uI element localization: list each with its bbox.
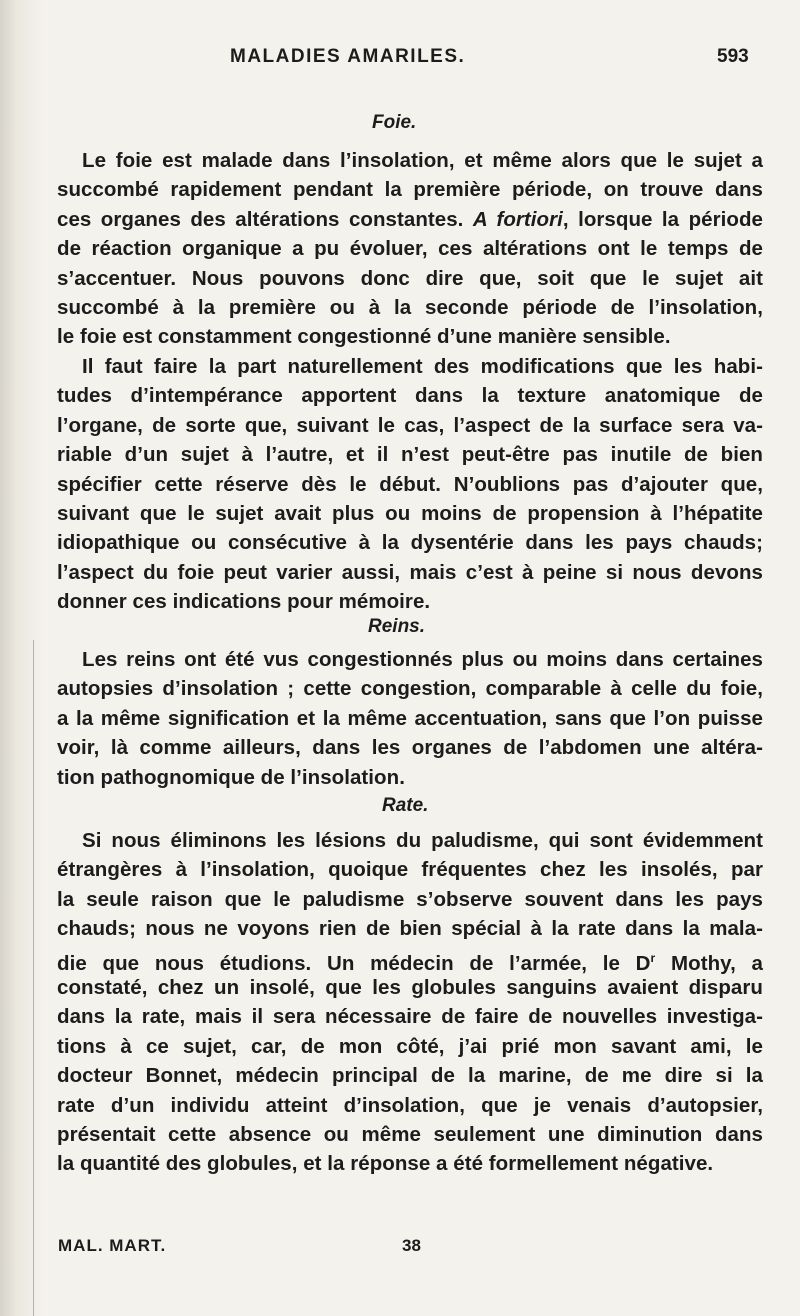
signature-mark: MAL. MART. — [58, 1236, 167, 1255]
text-line — [57, 205, 763, 234]
text-line: succombé à la première ou à la seconde période de l’insolation, — [57, 295, 763, 319]
text-segment: die que nous étudions. Un médecin de l’armée, le D — [57, 951, 651, 975]
text-line: suivant que le sujet avait plus ou moins de propension à l’hépatite — [57, 501, 763, 525]
text-line: riable d’un sujet à l’autre, et il n’est peut-être pas inutile de bien — [57, 443, 763, 467]
heading-reins: Reins. — [368, 616, 426, 637]
text-line: Si nous éliminons les lésions du paludisme, qui sont évidemment — [82, 829, 763, 852]
heading-rate: Rate. — [382, 795, 429, 816]
paragraph-reins — [57, 645, 763, 792]
text-segment: Mothy, a — [655, 951, 764, 975]
text-line: rate d’un individu atteint d’insolation, que je venais d’autopsier, — [57, 1093, 763, 1117]
paragraph-foie-1 — [57, 146, 763, 352]
text-line: la seule raison que le paludisme s’observe souvent dans les pays — [57, 887, 763, 911]
text-line: tion pathognomique de l’insolation. — [57, 765, 405, 789]
text-line — [57, 944, 763, 973]
text-line: l’organe, de sorte que, suivant le cas, l’aspect de la surface sera va- — [57, 413, 763, 437]
signature-number: 38 — [402, 1236, 421, 1255]
text-line: a la même signification et la même accentuation, sans que l’on puisse — [57, 706, 763, 730]
text-line: idiopathique ou consécutive à la dysentérie dans les pays chauds; — [57, 531, 763, 555]
heading-foie: Foie. — [372, 112, 417, 133]
text-line: tions à ce sujet, car, de mon côté, j’ai prié mon savant ami, le — [57, 1034, 763, 1058]
text-line: donner ces indications pour mémoire. — [57, 590, 431, 614]
text-line: l’aspect du foie peut varier aussi, mais c’est à peine si nous devons — [57, 560, 763, 584]
text-line: Le foie est malade dans l’insolation, et même alors que le sujet a — [82, 149, 763, 172]
text-line: de réaction organique a pu évoluer, ces altérations ont le temps de — [57, 237, 763, 261]
text-line: Il faut faire la part naturellement des modifications que les habi- — [82, 355, 763, 378]
page-footer — [0, 1236, 800, 1260]
text-line: le foie est constamment congestionné d’une manière sensible. — [57, 325, 671, 349]
running-header — [0, 46, 800, 76]
text-line: spécifier cette réserve dès le début. N’oublions pas d’ajouter que, — [57, 472, 763, 496]
text-line: étrangères à l’insolation, quoique fréquentes chez les insolés, par — [57, 858, 763, 882]
text-segment: , lorsque la période — [562, 207, 763, 231]
text-line: dans la rate, mais il sera nécessaire de faire de nouvelles investiga- — [57, 1005, 763, 1029]
running-title: MALADIES AMARILES. — [230, 46, 466, 67]
text-line: succombé rapidement pendant la première période, on trouve dans — [57, 178, 763, 202]
paragraph-rate — [57, 826, 763, 1179]
page-number: 593 — [717, 46, 749, 67]
text-line: présentait cette absence ou même seulement une diminution dans — [57, 1122, 763, 1146]
text-line: tudes d’intempérance apportent dans la texture anatomique de — [57, 384, 763, 408]
paragraph-foie-2 — [57, 352, 763, 617]
gutter-shadow — [0, 0, 44, 1316]
text-line: docteur Bonnet, médecin principal de la marine, de me dire si la — [57, 1064, 763, 1088]
text-line: la quantité des globules, et la réponse a été formellement négative. — [57, 1152, 714, 1176]
text-line: s’accentuer. Nous pouvons donc dire que, soit que le sujet ait — [57, 266, 763, 290]
text-line: chauds; nous ne voyons rien de bien spécial à la rate dans la mala- — [57, 917, 763, 941]
text-line: voir, là comme ailleurs, dans les organes de l’abdomen une altéra- — [57, 736, 763, 760]
superscript: r — [650, 950, 656, 965]
text-line: autopsies d’insolation ; cette congestion, comparable à celle du foie, — [57, 677, 763, 701]
text-line: constaté, chez un insolé, que les globules sanguins avaient disparu — [57, 975, 763, 999]
text-line: Les reins ont été vus congestionnés plus ou moins dans certaines — [82, 648, 763, 671]
text-segment: ces organes des altérations constantes. — [57, 207, 473, 231]
italic-phrase: A fortiori — [472, 207, 563, 231]
margin-rule — [33, 640, 34, 1316]
